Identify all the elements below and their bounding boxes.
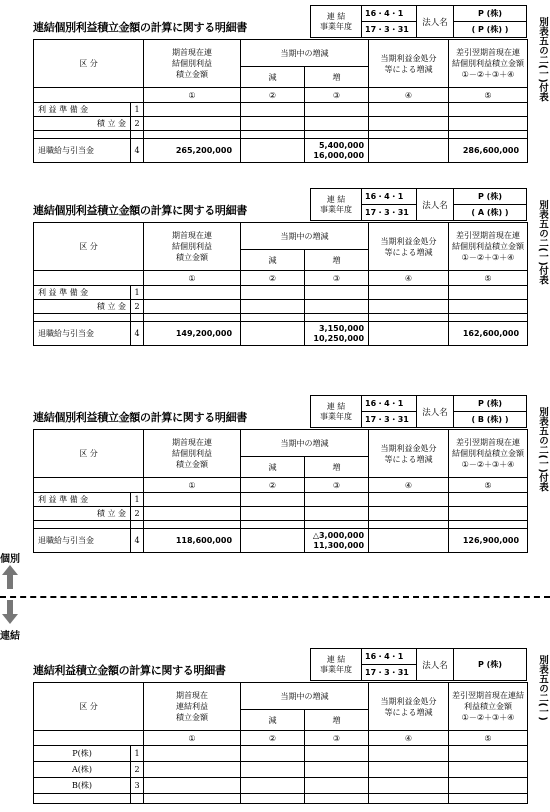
kubun-header: 区 分: [34, 430, 144, 478]
c5: ⑤: [449, 731, 528, 746]
divider: [0, 596, 550, 598]
c4: ④: [369, 271, 449, 286]
c4: ④: [369, 478, 449, 493]
zo-value-2: 10,250,000: [313, 333, 365, 343]
row-label-taishoku: 退職給与引当金: [34, 322, 131, 346]
vertical-label: 別表五の二(一)付表: [537, 200, 548, 285]
blank: [34, 478, 144, 493]
c2: ②: [241, 731, 305, 746]
blank: [34, 88, 144, 103]
gen-header: 減: [241, 457, 305, 478]
detail-table: [33, 429, 528, 553]
kubun-header: 区 分: [34, 683, 144, 731]
zo-value: [305, 139, 369, 163]
c2: ②: [241, 271, 305, 286]
jigyo-label: 事業年度: [320, 204, 352, 214]
row-no: 1: [131, 746, 144, 762]
jigyo-label: 事業年度: [320, 664, 352, 674]
date-from: 16・4・1: [362, 396, 417, 412]
row-label-b: B(株): [34, 778, 131, 794]
zo-value-1: 5,400,000: [318, 140, 365, 150]
date-from: 16・4・1: [362, 6, 417, 22]
arrow-up-icon: [2, 565, 18, 589]
row-label-tsumitate: 積 立 金: [34, 300, 131, 314]
hojinmei-label: 法人名: [417, 6, 454, 38]
c5: ⑤: [449, 271, 528, 286]
sh-h3: ①－②＋③＋④: [461, 70, 515, 79]
row-label-tsumitate: 積 立 金: [34, 117, 131, 131]
shobun-h2: 等による増減: [384, 707, 433, 717]
row-no: 1: [131, 493, 144, 507]
row-label-tsumitate: 積 立 金: [34, 507, 131, 521]
c3: ③: [305, 271, 369, 286]
c3: ③: [305, 478, 369, 493]
shobun-h1: 当期利益金処分: [380, 53, 437, 63]
sh-h2: 結個別利益積立金額: [452, 449, 525, 458]
hojinmei-label: 法人名: [417, 396, 454, 428]
shobun-h2: 等による増減: [384, 247, 433, 257]
date-from: 16・4・1: [362, 649, 417, 665]
yokki-value: 126,900,000: [449, 529, 528, 553]
row-label-p: P(株): [34, 746, 131, 762]
shobun-header: [369, 40, 449, 88]
kishu-value: 265,200,000: [144, 139, 241, 163]
row-label-taishoku: 退職給与引当金: [34, 529, 131, 553]
toki-header: 当期中の増減: [241, 683, 369, 710]
kishu-h3: 積立金額: [176, 460, 209, 469]
zo-value-2: 16,000,000: [313, 150, 365, 160]
company-line1: P (株): [454, 189, 527, 205]
c1: ①: [144, 731, 241, 746]
kubun-header: 区 分: [34, 223, 144, 271]
row-no: 2: [131, 762, 144, 778]
yokki-value: 286,600,000: [449, 139, 528, 163]
zo-value: [305, 322, 369, 346]
kishu-value: 118,600,000: [144, 529, 241, 553]
sh-h1: 差引翌期首現在連: [456, 231, 521, 240]
row-label-a: A(株): [34, 762, 131, 778]
date-to: 17・3・31: [362, 205, 417, 221]
header-box: [310, 395, 527, 428]
form-p-a: [0, 188, 530, 364]
kishu-h3: 積立金額: [176, 713, 209, 722]
kishu-h3: 積立金額: [176, 253, 209, 262]
blank: [34, 731, 144, 746]
c4: ④: [369, 88, 449, 103]
kishu-h2: 結個別利益: [172, 242, 213, 251]
c5: ⑤: [449, 88, 528, 103]
arrow-down-icon: [2, 600, 18, 624]
sh-h2: 結個別利益積立金額: [452, 59, 525, 68]
toki-header: 当期中の増減: [241, 40, 369, 67]
detail-table: [33, 682, 528, 804]
hojinmei-label: 法人名: [417, 189, 454, 221]
zo-header: 増: [305, 250, 369, 271]
renketsu-label: 連 結: [326, 194, 346, 204]
row-label-rieki: 利 益 準 備 金: [34, 493, 131, 507]
vertical-label: 別表五の二(一)付表: [537, 407, 548, 492]
renketsu-jigyo: [311, 189, 362, 221]
sh-h1: 差引翌期首現在連結: [452, 691, 525, 700]
kishu-value: 149,200,000: [144, 322, 241, 346]
row-label-rieki: 利 益 準 備 金: [34, 103, 131, 117]
zo-header: 増: [305, 67, 369, 88]
form-consolidated: [0, 648, 530, 812]
sh-h2: 利益積立金額: [464, 702, 513, 711]
kubun-header: 区 分: [34, 40, 144, 88]
renketsu-jigyo: [311, 649, 362, 681]
company-name: P (株): [454, 649, 527, 681]
c1: ①: [144, 478, 241, 493]
sh-h3: ①－②＋③＋④: [461, 253, 515, 262]
row-no: 2: [131, 507, 144, 521]
renketsu-side-label: 連結: [0, 631, 20, 642]
c5: ⑤: [449, 478, 528, 493]
c3: ③: [305, 731, 369, 746]
vertical-label: 別表五の二(一): [537, 654, 548, 721]
hojinmei-label: 法人名: [417, 649, 454, 681]
toki-header: 当期中の増減: [241, 223, 369, 250]
row-no: 1: [131, 286, 144, 300]
row-label-rieki: 利 益 準 備 金: [34, 286, 131, 300]
form-p-b: [0, 395, 530, 571]
sashihiki-header: [449, 683, 528, 731]
shobun-h1: 当期利益金処分: [380, 236, 437, 246]
date-from: 16・4・1: [362, 189, 417, 205]
form-p-p: [0, 5, 530, 181]
renketsu-jigyo: [311, 6, 362, 38]
c2: ②: [241, 88, 305, 103]
c2: ②: [241, 478, 305, 493]
kishu-header: [144, 430, 241, 478]
sashihiki-header: [449, 430, 528, 478]
c3: ③: [305, 88, 369, 103]
form-title: 連結個別利益積立金額の計算に関する明細書: [33, 204, 247, 217]
row-no: 1: [131, 103, 144, 117]
company-line2: ( B (株) ): [454, 412, 527, 428]
jigyo-label: 事業年度: [320, 411, 352, 421]
zo-header: 増: [305, 710, 369, 731]
renketsu-label: 連 結: [326, 654, 346, 664]
yokki-value: 162,600,000: [449, 322, 528, 346]
form-title: 連結利益積立金額の計算に関する明細書: [33, 664, 226, 677]
row-no: 2: [131, 117, 144, 131]
row-no: 3: [131, 778, 144, 794]
kishu-h1: 期首現在連: [172, 231, 213, 240]
company-line2: ( A (株) ): [454, 205, 527, 221]
header-box: [310, 648, 527, 681]
company-line2: ( P (株) ): [454, 22, 527, 38]
kishu-h2: 連結利益: [176, 702, 209, 711]
gen-header: 減: [241, 710, 305, 731]
sh-h1: 差引翌期首現在連: [456, 438, 521, 447]
renketsu-jigyo: [311, 396, 362, 428]
zo-value: [305, 529, 369, 553]
row-no: 2: [131, 300, 144, 314]
kishu-header: [144, 683, 241, 731]
kishu-header: [144, 223, 241, 271]
row-no: 4: [131, 322, 144, 346]
sh-h2: 結個別利益積立金額: [452, 242, 525, 251]
sh-h3: ①－②＋③＋④: [461, 713, 515, 722]
detail-table: [33, 39, 528, 163]
row-no: 4: [131, 529, 144, 553]
company-line1: P (株): [454, 396, 527, 412]
company-line1: P (株): [454, 6, 527, 22]
c1: ①: [144, 271, 241, 286]
c1: ①: [144, 88, 241, 103]
c4: ④: [369, 731, 449, 746]
sh-h1: 差引翌期首現在連: [456, 48, 521, 57]
blank: [34, 271, 144, 286]
shobun-h1: 当期利益金処分: [380, 696, 437, 706]
sashihiki-header: [449, 40, 528, 88]
kishu-header: [144, 40, 241, 88]
renketsu-label: 連 結: [326, 401, 346, 411]
renketsu-label: 連 結: [326, 11, 346, 21]
kishu-h1: 期首現在連: [172, 48, 213, 57]
shobun-h1: 当期利益金処分: [380, 443, 437, 453]
row-label-taishoku: 退職給与引当金: [34, 139, 131, 163]
gen-header: 減: [241, 250, 305, 271]
header-box: [310, 5, 527, 38]
shobun-header: [369, 430, 449, 478]
kishu-h1: 期首現在連: [172, 438, 213, 447]
sashihiki-header: [449, 223, 528, 271]
zo-value-2: 11,300,000: [313, 540, 365, 550]
date-to: 17・3・31: [362, 665, 417, 681]
header-box: [310, 188, 527, 221]
form-title: 連結個別利益積立金額の計算に関する明細書: [33, 411, 247, 424]
kishu-h3: 積立金額: [176, 70, 209, 79]
kishu-h2: 結個別利益: [172, 59, 213, 68]
gen-header: 減: [241, 67, 305, 88]
date-to: 17・3・31: [362, 22, 417, 38]
kishu-h1: 期首現在: [176, 691, 209, 700]
vertical-label: 別表五の二(一)付表: [537, 17, 548, 102]
sh-h3: ①－②＋③＋④: [461, 460, 515, 469]
shobun-h2: 等による増減: [384, 454, 433, 464]
shobun-header: [369, 683, 449, 731]
date-to: 17・3・31: [362, 412, 417, 428]
kobetsu-label: 個別: [0, 554, 20, 565]
zo-value-1: △3,000,000: [312, 530, 365, 540]
kishu-h2: 結個別利益: [172, 449, 213, 458]
row-no: 4: [131, 139, 144, 163]
form-title: 連結個別利益積立金額の計算に関する明細書: [33, 21, 247, 34]
shobun-h2: 等による増減: [384, 64, 433, 74]
jigyo-label: 事業年度: [320, 21, 352, 31]
shobun-header: [369, 223, 449, 271]
detail-table: [33, 222, 528, 346]
toki-header: 当期中の増減: [241, 430, 369, 457]
zo-value-1: 3,150,000: [318, 323, 365, 333]
zo-header: 増: [305, 457, 369, 478]
